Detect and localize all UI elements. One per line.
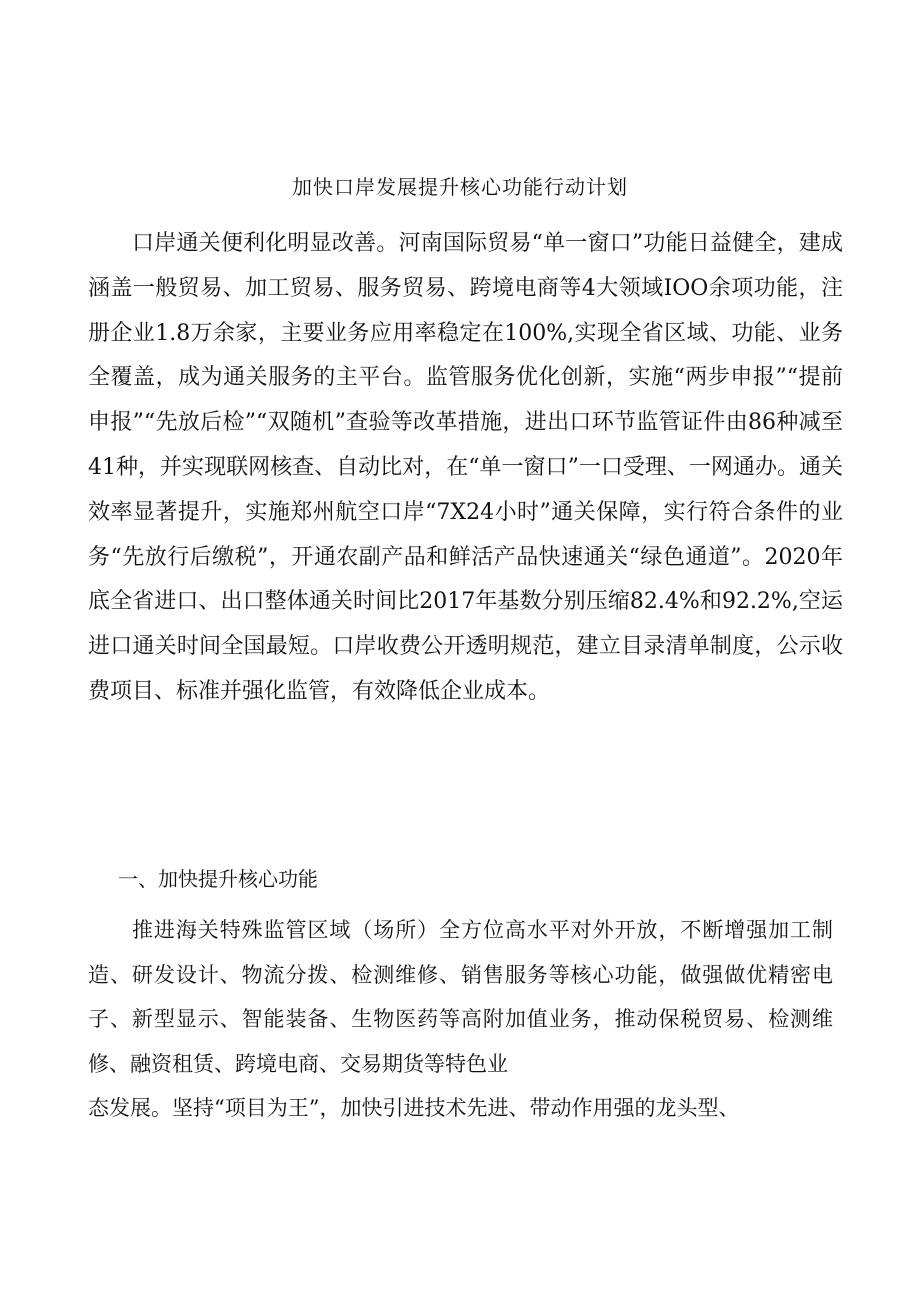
body-paragraph-2-continued: 态发展。坚持“项目为王”，加快引进技术先进、带动作用强的龙头型、 bbox=[88, 1096, 740, 1120]
section-heading-1: 一、加快提升核心功能 bbox=[118, 867, 318, 891]
body-paragraph-2: 推进海关特殊监管区域（场所）全方位高水平对外开放，不断增强加工制造、研发设计、物流分拨、检测维修、销售服务等核心功能，做强做优精密电子、新型显示、智能装备、生物医药等高附加值业务，推动保税贸易、检测维修、融资租赁、跨境电商、交易期货等特色业 bbox=[88, 918, 833, 1076]
document-title: 加快口岸发展提升核心功能行动计划 bbox=[292, 175, 628, 199]
body-paragraph-1: 口岸通关便利化明显改善。河南国际贸易“单一窗口”功能日益健全，建成涵盖一般贸易、加工贸易、服务贸易、跨境电商等4大领域IOO余项功能，注册企业1.8万余家，主要业务应用率稳定在100%,实现全省区域、功能、业务全覆盖，成为通关服务的主平台。监管服务优化创新，实施“两步申报”“提前申报”“先放后检”“双随机”查验等改革措施，进出口环节监管证件由86种减至41种，并实现联网核查、自动比对，在“单一窗口”一口受理、一网通办。通关效率显著提升，实施郑州航空口岸“7X24小时”通关保障，实行符合条件的业务“先放行后缴税”，开通农副产品和鲜活产品快速通关“绿色通道”。2020年底全省进口、出口整体通关时间比2017年基数分别压缩82.4%和92.2%,空运进口通关时间全国最短。口岸收费公开透明规范，建立目录清单制度，公示收费项目、标准并强化监管，有效降低企业成本。 bbox=[88, 231, 843, 704]
